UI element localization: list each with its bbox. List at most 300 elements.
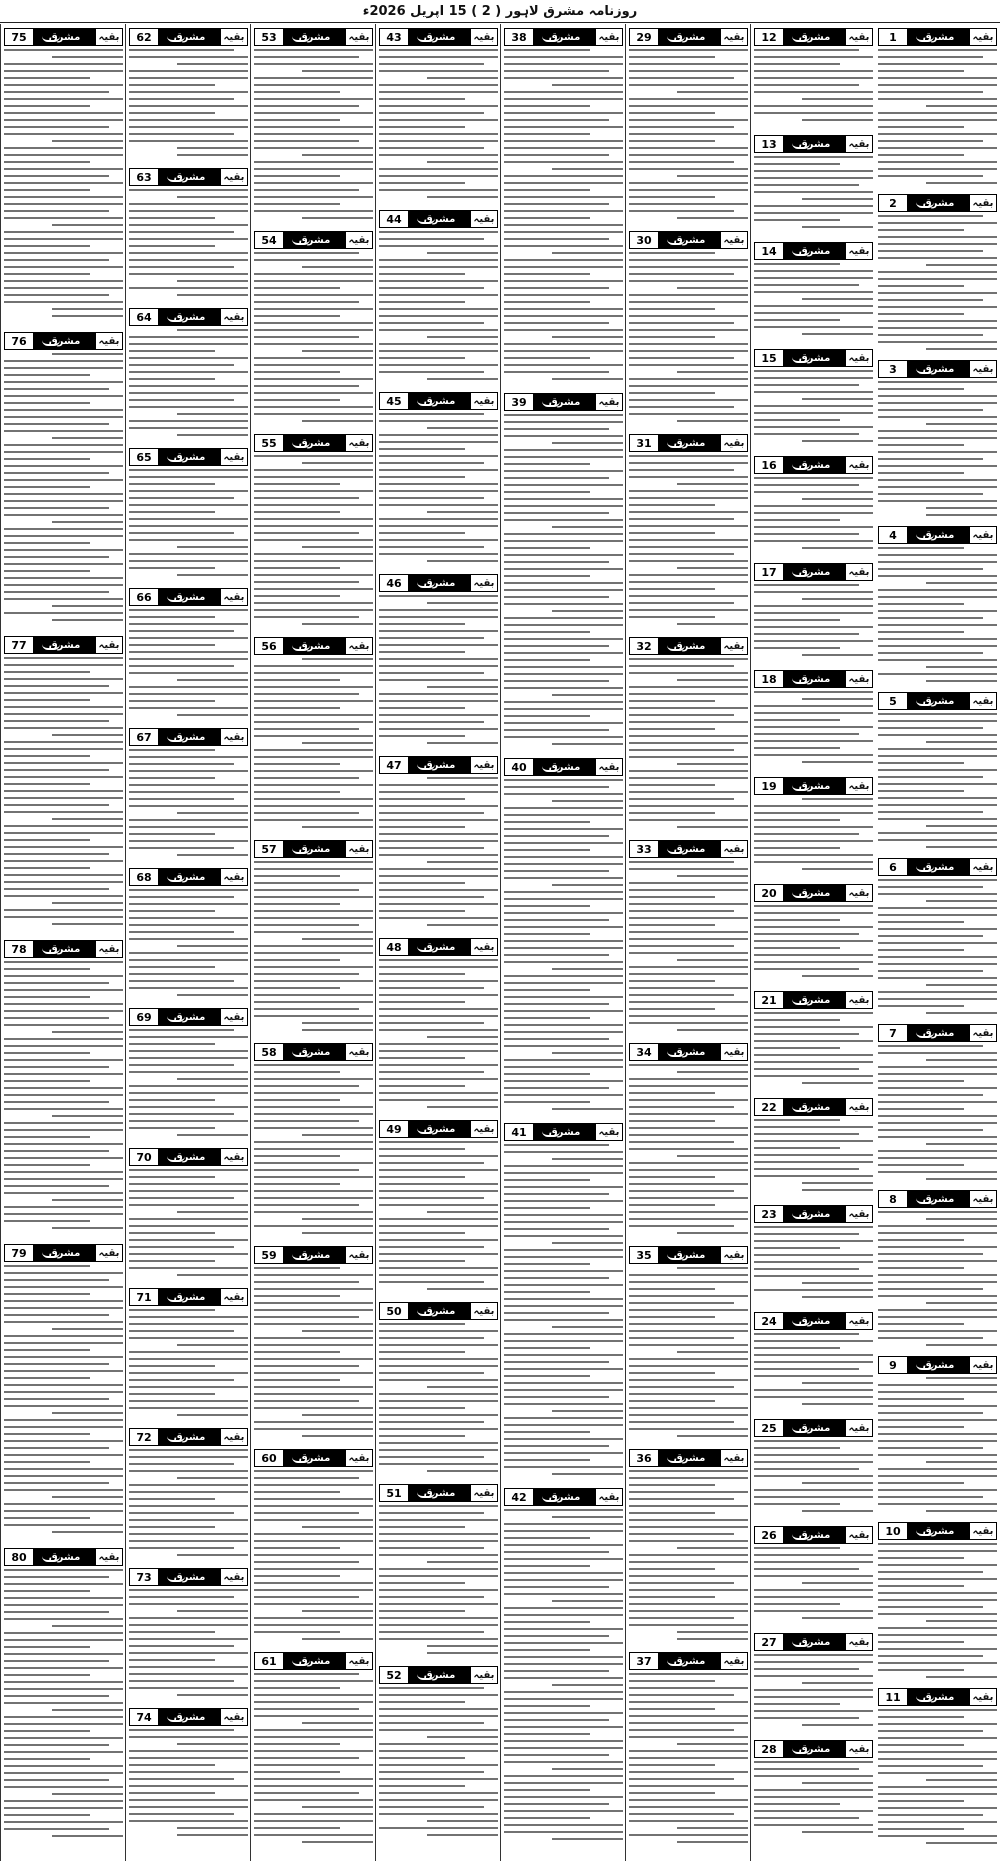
body-text-lines [878,381,997,516]
baqiya-label: بقیہ [845,1527,872,1543]
continuation-number: 77 [5,637,34,653]
mashriq-logo: مشرق [908,1191,969,1207]
body-text-lines [379,1323,498,1472]
continuation-header [754,777,873,795]
continuation-number: 39 [505,394,534,410]
body-text-lines [379,49,498,198]
continuation-number: 61 [255,1653,284,1669]
mashriq-logo: مشرق [409,1485,470,1501]
continuation-number: 44 [380,211,409,227]
continuation-block [254,1041,373,1240]
mashriq-logo: مشرق [784,136,845,152]
continuation-number: 16 [755,457,784,473]
baqiya-label: بقیہ [969,859,996,875]
continuation-number: 55 [255,435,284,451]
mashriq-logo: مشرق [784,992,845,1008]
continuation-block [754,1417,873,1520]
mashriq-logo: مشرق [284,29,345,45]
continuation-block [4,634,123,934]
body-text-lines [629,49,748,219]
continuation-header [754,670,873,688]
baqiya-label: بقیہ [345,232,372,248]
body-text-lines [878,1377,997,1512]
continuation-block [379,1118,498,1296]
continuation-header [754,563,873,581]
column-6 [250,24,376,1861]
continuation-number: 3 [879,361,908,377]
baqiya-label: بقیہ [845,671,872,687]
continuation-header [254,1246,373,1264]
baqiya-label: بقیہ [345,1044,372,1060]
continuation-header [4,1548,123,1566]
body-text-lines [4,961,123,1229]
continuation-block [878,1354,997,1516]
continuation-header [379,1302,498,1320]
continuation-header [629,1246,748,1264]
continuation-header [629,434,748,452]
continuation-number: 45 [380,393,409,409]
body-text-lines [754,1012,873,1084]
mashriq-logo: مشرق [34,941,95,957]
continuation-number: 48 [380,939,409,955]
continuation-number: 52 [380,1667,409,1683]
baqiya-label: بقیہ [845,29,872,45]
body-text-lines [129,1169,248,1276]
continuation-block [254,635,373,834]
baqiya-label: بقیہ [845,136,872,152]
continuation-number: 15 [755,350,784,366]
continuation-number: 70 [130,1149,159,1165]
continuation-header [254,434,373,452]
baqiya-label: بقیہ [220,1429,247,1445]
continuation-header [129,1148,248,1166]
mashriq-logo: مشرق [784,1420,845,1436]
continuation-header [129,1008,248,1026]
continuation-header [254,637,373,655]
continuation-number: 38 [505,29,534,45]
mashriq-logo: مشرق [159,309,220,325]
mashriq-logo: مشرق [409,757,470,773]
continuation-block [754,561,873,664]
mashriq-logo: مشرق [784,1741,845,1757]
baqiya-label: بقیہ [345,841,372,857]
body-text-lines [379,231,498,380]
continuation-block [878,358,997,520]
continuation-header [504,28,623,46]
body-text-lines [254,1267,373,1437]
body-text-lines [504,49,623,380]
baqiya-label: بقیہ [470,939,497,955]
body-text-lines [754,798,873,870]
mashriq-logo: مشرق [908,1689,969,1705]
body-text-lines [4,353,123,621]
continuation-number: 19 [755,778,784,794]
continuation-block [379,936,498,1114]
continuation-number: 22 [755,1099,784,1115]
body-text-lines [754,1119,873,1191]
baqiya-label: بقیہ [720,29,747,45]
baqiya-label: بقیہ [95,637,122,653]
baqiya-label: بقیہ [845,992,872,1008]
continuation-block [504,756,623,1117]
continuation-number: 41 [505,1124,534,1140]
continuation-block [754,989,873,1092]
continuation-header [754,28,873,46]
continuation-header [4,332,123,350]
body-text-lines [254,1673,373,1843]
body-text-lines [878,49,997,184]
body-text-lines [129,1029,248,1136]
body-text-lines [754,1761,873,1833]
continuation-number: 7 [879,1025,908,1041]
body-text-lines [129,1309,248,1416]
baqiya-label: بقیہ [220,729,247,745]
baqiya-label: بقیہ [969,1689,996,1705]
mashriq-logo: مشرق [159,1569,220,1585]
baqiya-label: بقیہ [470,1303,497,1319]
continuation-header [379,1120,498,1138]
continuation-block [629,229,748,428]
continuation-header [4,636,123,654]
mashriq-logo: مشرق [34,333,95,349]
continuation-number: 64 [130,309,159,325]
body-text-lines [754,1333,873,1405]
continuation-number: 12 [755,29,784,45]
mashriq-logo: مشرق [284,232,345,248]
continuation-block [754,775,873,878]
baqiya-label: بقیہ [470,1667,497,1683]
body-text-lines [878,215,997,350]
continuation-header [379,574,498,592]
mashriq-logo: مشرق [784,243,845,259]
continuation-number: 26 [755,1527,784,1543]
body-text-lines [878,547,997,682]
body-text-lines [754,477,873,549]
mashriq-logo: مشرق [908,29,969,45]
mashriq-logo: مشرق [784,564,845,580]
mashriq-logo: مشرق [159,729,220,745]
continuation-number: 66 [130,589,159,605]
continuation-block [754,1738,873,1841]
body-text-lines [379,1505,498,1654]
baqiya-label: بقیہ [845,564,872,580]
mashriq-logo: مشرق [784,1099,845,1115]
continuation-block [754,1310,873,1413]
continuation-block [504,26,623,387]
mashriq-logo: مشرق [908,859,969,875]
continuation-header [254,28,373,46]
continuation-block [129,1006,248,1142]
continuation-header [629,637,748,655]
continuation-header [379,1484,498,1502]
body-text-lines [754,49,873,121]
body-text-lines [4,1265,123,1533]
continuation-block [129,586,248,722]
baqiya-label: بقیہ [845,350,872,366]
column-8 [0,24,126,1861]
body-text-lines [129,609,248,716]
baqiya-label: بقیہ [845,1099,872,1115]
body-text-lines [254,455,373,625]
continuation-header [629,840,748,858]
baqiya-label: بقیہ [595,1489,622,1505]
column-5 [375,24,501,1861]
continuation-number: 29 [630,29,659,45]
mashriq-logo: مشرق [284,1653,345,1669]
continuation-block [254,229,373,428]
continuation-number: 33 [630,841,659,857]
continuation-header [504,758,623,776]
continuation-block [129,866,248,1002]
continuation-header [754,456,873,474]
continuation-number: 43 [380,29,409,45]
continuation-header [129,28,248,46]
mashriq-logo: مشرق [908,693,969,709]
baqiya-label: بقیہ [720,1044,747,1060]
continuation-header [878,1522,997,1540]
mashriq-logo: مشرق [409,575,470,591]
body-text-lines [629,252,748,422]
continuation-number: 78 [5,941,34,957]
continuation-block [629,1244,748,1443]
continuation-number: 34 [630,1044,659,1060]
body-text-lines [754,691,873,763]
continuation-header [878,526,997,544]
mashriq-logo: مشرق [784,350,845,366]
baqiya-label: بقیہ [845,1206,872,1222]
continuation-block [878,690,997,852]
continuation-header [878,858,997,876]
continuation-header [754,135,873,153]
continuation-header [129,1568,248,1586]
continuation-block [629,26,748,225]
continuation-number: 21 [755,992,784,1008]
continuation-number: 72 [130,1429,159,1445]
continuation-header [129,1288,248,1306]
continuation-block [379,390,498,568]
body-text-lines [629,455,748,625]
masthead [0,0,1000,23]
continuation-number: 5 [879,693,908,709]
continuation-number: 17 [755,564,784,580]
continuation-header [878,1356,997,1374]
body-text-lines [379,413,498,562]
baqiya-label: بقیہ [845,1741,872,1757]
body-text-lines [504,779,623,1110]
continuation-number: 25 [755,1420,784,1436]
mashriq-logo: مشرق [284,841,345,857]
baqiya-label: بقیہ [220,1709,247,1725]
body-text-lines [379,959,498,1108]
baqiya-label: بقیہ [720,1247,747,1263]
continuation-number: 31 [630,435,659,451]
continuation-header [878,1688,997,1706]
baqiya-label: بقیہ [220,1289,247,1305]
continuation-number: 76 [5,333,34,349]
mashriq-logo: مشرق [908,1523,969,1539]
baqiya-label: بقیہ [95,1549,122,1565]
mashriq-logo: مشرق [908,195,969,211]
continuation-number: 27 [755,1634,784,1650]
continuation-block [878,856,997,1018]
mashriq-logo: مشرق [908,1357,969,1373]
baqiya-label: بقیہ [220,589,247,605]
mashriq-logo: مشرق [159,1149,220,1165]
mashriq-logo: مشرق [784,1206,845,1222]
body-text-lines [754,1654,873,1726]
column-2 [750,24,876,1861]
baqiya-label: بقیہ [345,29,372,45]
baqiya-label: بقیہ [95,941,122,957]
columns-grid [0,24,1000,1863]
baqiya-label: بقیہ [969,29,996,45]
continuation-block [254,432,373,631]
continuation-header [129,588,248,606]
continuation-header [629,28,748,46]
continuation-header [754,1312,873,1330]
baqiya-label: بقیہ [345,435,372,451]
body-text-lines [504,1144,623,1475]
mashriq-logo: مشرق [409,29,470,45]
mashriq-logo: مشرق [659,435,720,451]
continuation-header [504,1488,623,1506]
baqiya-label: بقیہ [95,333,122,349]
continuation-block [129,1706,248,1842]
continuation-block [754,133,873,236]
column-4 [500,24,626,1861]
baqiya-label: بقیہ [845,778,872,794]
body-text-lines [754,156,873,228]
continuation-number: 23 [755,1206,784,1222]
mashriq-logo: مشرق [784,29,845,45]
continuation-number: 69 [130,1009,159,1025]
continuation-block [754,454,873,557]
continuation-header [129,1708,248,1726]
continuation-block [379,1300,498,1478]
baqiya-label: بقیہ [720,841,747,857]
column-3 [625,24,751,1861]
mashriq-logo: مشرق [284,1247,345,1263]
continuation-header [754,1419,873,1437]
continuation-header [379,392,498,410]
continuation-block [504,391,623,752]
continuation-number: 6 [879,859,908,875]
baqiya-label: بقیہ [470,757,497,773]
body-text-lines [4,49,123,317]
continuation-header [504,393,623,411]
continuation-number: 68 [130,869,159,885]
continuation-number: 8 [879,1191,908,1207]
body-text-lines [754,1547,873,1619]
body-text-lines [878,1543,997,1678]
continuation-block [878,1188,997,1350]
continuation-block [754,240,873,343]
baqiya-label: بقیہ [969,1025,996,1041]
body-text-lines [754,584,873,656]
continuation-header [878,360,997,378]
body-text-lines [129,1729,248,1836]
continuation-block [754,1524,873,1627]
baqiya-label: بقیہ [345,1450,372,1466]
baqiya-label: بقیہ [845,1313,872,1329]
baqiya-label: بقیہ [470,1121,497,1137]
mashriq-logo: مشرق [409,211,470,227]
body-text-lines [878,1045,997,1180]
continuation-header [878,1190,997,1208]
mashriq-logo: مشرق [908,527,969,543]
continuation-block [878,26,997,188]
continuation-number: 71 [130,1289,159,1305]
mashriq-logo: مشرق [659,1450,720,1466]
mashriq-logo: مشرق [159,1429,220,1445]
continuation-number: 65 [130,449,159,465]
mashriq-logo: مشرق [159,29,220,45]
continuation-number: 13 [755,136,784,152]
continuation-number: 42 [505,1489,534,1505]
body-text-lines [129,1589,248,1696]
continuation-header [878,1024,997,1042]
continuation-block [379,1482,498,1660]
mashriq-logo: مشرق [659,841,720,857]
body-text-lines [754,1226,873,1298]
continuation-block [878,524,997,686]
mashriq-logo: مشرق [34,1245,95,1261]
baqiya-label: بقیہ [220,449,247,465]
continuation-block [878,192,997,354]
continuation-number: 58 [255,1044,284,1060]
mashriq-logo: مشرق [534,759,595,775]
baqiya-label: بقیہ [969,361,996,377]
baqiya-label: بقیہ [969,1357,996,1373]
continuation-block [254,1447,373,1646]
body-text-lines [754,905,873,977]
continuation-block [129,726,248,862]
continuation-number: 2 [879,195,908,211]
body-text-lines [629,1470,748,1640]
continuation-block [754,1203,873,1306]
continuation-block [754,882,873,985]
baqiya-label: بقیہ [969,195,996,211]
continuation-header [754,1205,873,1223]
baqiya-label: بقیہ [969,1191,996,1207]
body-text-lines [129,49,248,156]
mashriq-logo: مشرق [659,232,720,248]
continuation-block [629,635,748,834]
continuation-block [379,754,498,932]
mashriq-logo: مشرق [409,1303,470,1319]
mashriq-logo: مشرق [409,1121,470,1137]
continuation-number: 73 [130,1569,159,1585]
continuation-block [129,166,248,302]
continuation-block [129,1286,248,1422]
body-text-lines [629,1673,748,1843]
body-text-lines [254,49,373,219]
continuation-number: 36 [630,1450,659,1466]
continuation-block [629,432,748,631]
body-text-lines [878,1211,997,1346]
continuation-header [129,1428,248,1446]
continuation-header [379,1666,498,1684]
continuation-header [754,991,873,1009]
baqiya-label: بقیہ [220,1009,247,1025]
continuation-block [504,1121,623,1482]
body-text-lines [129,1449,248,1556]
mashriq-logo: مشرق [409,393,470,409]
continuation-block [754,668,873,771]
continuation-header [129,448,248,466]
continuation-header [129,168,248,186]
continuation-header [754,1740,873,1758]
